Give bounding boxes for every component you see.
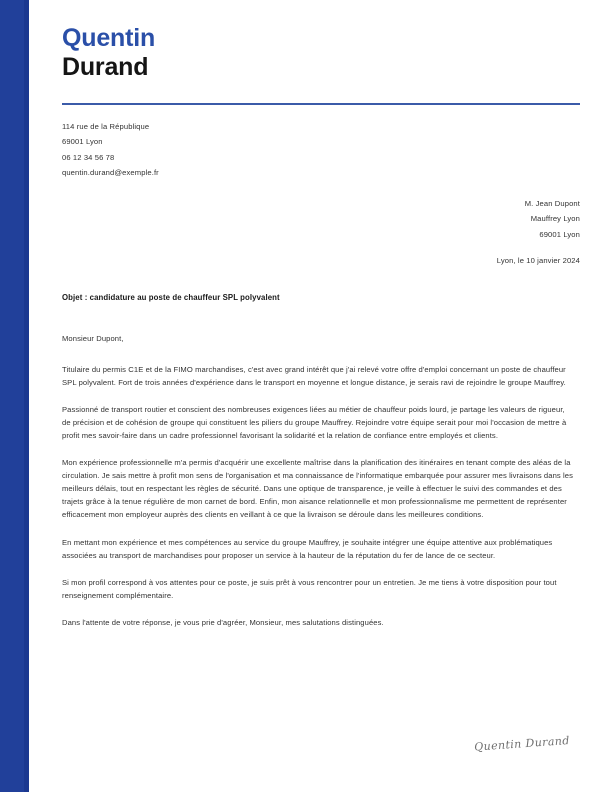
- recipient-block: [250, 196, 580, 242]
- sender-city: 69001 Lyon: [62, 137, 103, 147]
- header-divider: [62, 103, 580, 105]
- accent-sidebar-stripe: [24, 0, 29, 792]
- sender-email: quentin.durand@exemple.fr: [62, 167, 159, 177]
- body-paragraph: Passionné de transport routier et conscient des nombreuses exigences liées au métier de chauffeur poids lourd, je partage les valeurs de rigueur, de précision et de cohésion de groupe qui constituent les piliers du groupe Mauffrey. Rejoindre votre équipe serait pour moi l'occasion de mettre à profit mes savoir-faire dans un cadre professionnel favorisant la solidarité et la relation de confiance entre employés et clients.: [62, 405, 567, 441]
- letterhead-header: [62, 24, 580, 82]
- sender-phone: 06 12 34 56 78: [62, 152, 115, 162]
- letter-body: [62, 332, 574, 643]
- body-paragraph: En mettant mon expérience et mes compétences au service du groupe Mauffrey, je souhaite intégrer une équipe attentive aux problématiques associées au transport de marchandises pour proposer un service à la hauteur de la réputation du fer de lance de ce secteur.: [62, 537, 553, 560]
- body-paragraph: Mon expérience professionnelle m'a permis d'acquérir une excellente maîtrise dans la planification des itinéraires en tenant compte des aléas de la circulation. Je sais mettre à profit mon sens de l'organisation et ma connaissance de l'informatique embarquée pour assurer mes livraisons dans les meilleurs délais, tout en respectant les règles de sécurité. Dans une optique de transparence, je veille à effectuer le suivi des commandes et des trajets grâce à la tenue régulière de mon carnet de bord. Enfin, mon aisance relationnelle et mon professionnalisme me permettent de représenter efficacement mon employeur auprès des clients en veillant à ce que la livraison se déroule dans les meilleures conditions.: [62, 458, 574, 520]
- accent-sidebar: [0, 0, 29, 792]
- recipient-company: Mauffrey Lyon: [530, 214, 580, 224]
- body-paragraph: Titulaire du permis C1E et de la FIMO marchandises, c'est avec grand intérêt que j'ai relevé votre offre d'emploi concernant un poste de chauffeur SPL polyvalent. Fort de trois années d'expérience dans le transport en moyenne et longue distance, je serais ravi de rejoindre le groupe Mauffrey.: [62, 365, 566, 388]
- body-paragraph: Si mon profil correspond à vos attentes pour ce poste, je suis prêt à vous rencontrer pour un entretien. Je me tiens à votre disposition pour tout renseignement complémentaire.: [62, 577, 557, 600]
- first-name: Quentin: [62, 24, 156, 52]
- salutation: Monsieur Dupont,: [62, 334, 124, 343]
- recipient-city: 69001 Lyon: [539, 229, 580, 239]
- body-paragraph: Dans l'attente de votre réponse, je vous prie d'agréer, Monsieur, mes salutations distinguées.: [62, 617, 384, 627]
- last-name: Durand: [62, 53, 149, 81]
- sender-contact-block: [62, 119, 362, 180]
- subject-line: Objet : candidature au poste de chauffeur SPL polyvalent: [62, 293, 280, 302]
- date-line: Lyon, le 10 janvier 2024: [496, 256, 580, 265]
- handwritten-signature: Quentin Durand: [474, 734, 571, 754]
- sender-street: 114 rue de la République: [62, 122, 150, 131]
- recipient-name: M. Jean Dupont: [524, 199, 580, 208]
